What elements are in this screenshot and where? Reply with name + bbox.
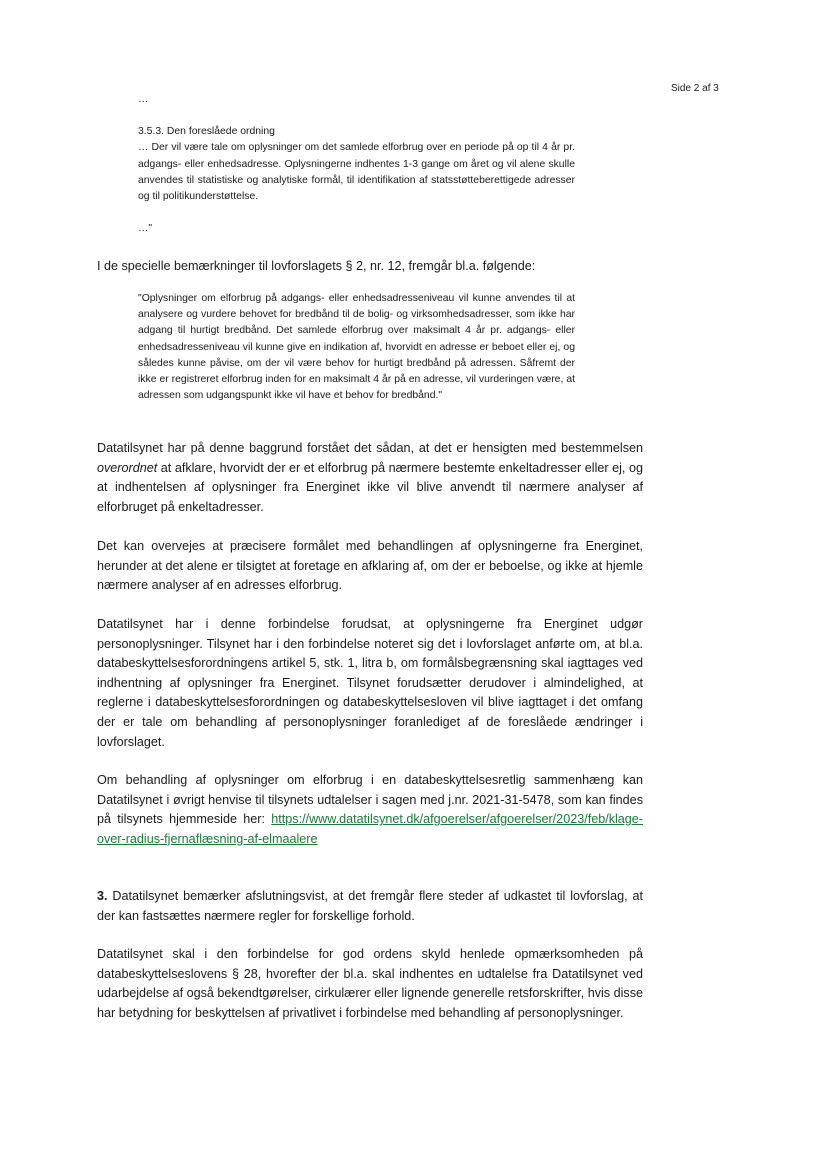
quote-section-body: … Der vil være tale om oplysninger om det samlede elforbrug over en periode på op til 4 år pr. adgangs- eller enhedsadresse. Oplysningerne indhentes 1-3 gange om året og vil alene skulle anvendes til statistiske og analytiske formål, til identifikation af statsstøtteberettigede adresser og til politikunderstøttelse. [138,142,575,203]
quote-specific-body: "Oplysninger om elforbrug på adgangs- eller enhedsadresseniveau vil kunne anvendes til at analysere og vurdere behovet for bredbånd til de bolig- og virksomhedsadresser, som ikke har adgang til hurtigt bredbånd. Det samlede elforbrug over maksimalt 4 år pr. adgangs- eller enhedsadresseniveau vil kunne give en indikation af, hvorvidt en adresse er beboet eller ej, og således kunne påvise, om der vil være behov for hurtigt bredbånd på adressen. Såfremt der ikke er registreret elforbrug inden for en maksimalt 4 år på en adresse, vil vurderingen være, at adressen som udgangspunkt ikke vil have et behov for bredbånd." [138,293,575,402]
quote-ellipsis-end: …" [138,223,153,235]
paragraph-section-28: Datatilsynet skal i den forbindelse for god ordens skyld henlede opmærksomheden på databeskyttelseslovens § 28, hvorefter der bl.a. skal indhentes en udtalelse fra Datatilsynet ved udarbejdelse af også bekendtgørelser, cirkulærer eller lignende generelle retsforskrifter, hvis disse har betydning for beskyttelsen af privatlivet i forbindelse med behandling af personoplysninger. [97,947,644,1020]
intro-specific-remarks: I de specielle bemærkninger til lovforslagets § 2, nr. 12, fremgår bl.a. følgende: [97,259,536,273]
paragraph-interpretation [97,439,643,517]
section-3-number: 3. [97,889,108,903]
paragraph-section-3 [97,887,643,926]
quote-ellipsis-top: … [138,94,149,105]
paragraph-interpretation-end: at afklare, hvorvidt der er et elforbrug på nærmere bestemte enkeltadresser eller ej, og at indhentelsen af oplysninger fra Energinet ikke vil blive anvendt til nærmere analyser af elforbruget på enkeltadresser. [97,460,643,514]
paragraph-interpretation-start: Datatilsynet har på denne baggrund forstået det sådan, at det er hensigten med bestemmelsen [97,441,643,455]
datatilsynet-decision-link[interactable]: https://www.datatilsynet.dk/afgoerelser/afgoerelser/2023/feb/klage-over-radius-fjernaflæsning-af-elmaalere [97,812,644,846]
paragraph-reference [97,771,643,849]
quote-block-3-5-3 [138,92,575,237]
quote-block-specific-remarks [138,291,575,404]
paragraph-clarify-purpose: Det kan overvejes at præcisere formålet med behandlingen af oplysningerne fra Energinet, herunder at det alene er tilsigtet at foretage en afklaring af, om der er beboelse, og ikke at hjemle nærmere analyser af en adresses elforbrug. [97,539,643,593]
paragraph-interpretation-emphasis: overordnet [97,460,158,475]
section-3-text: Datatilsynet bemærker afslutningsvist, at det fremgår flere steder af udkastet til lovforslag, at der kan fastsættes nærmere regler for forskellige forhold. [97,889,643,923]
quote-section-heading: 3.5.3. Den foreslåede ordning [138,126,275,138]
paragraph-reference-text: Om behandling af oplysninger om elforbrug i en databeskyttelsesretlig sammenhæng kan Datatilsynet i øvrigt henvise til tilsynets udtalelser i sagen med j.nr. 2021-31-5478, som kan findes på tilsynets hjemmeside her: [97,773,643,827]
paragraph-personal-data: Datatilsynet har i denne forbindelse forudsat, at oplysningerne fra Energinet udgør personoplysninger. Tilsynet har i den forbindelse noteret sig det i lovforslaget anførte om, at bl.a. databeskyttelsesforordningens artikel 5, stk. 1, litra b, om formålsbegrænsning skal iagttages ved indhentning af oplysninger fra Energinet. Tilsynet forudsætter derudover i almindelighed, at reglerne i databeskyttelsesforordningen og databeskyttelsesloven vil blive iagttaget i det omfang der er tale om behandling af personoplysninger foranlediget af de foreslåede ændringer i lovforslaget. [97,617,643,749]
page-number: Side 2 af 3 [671,83,719,94]
